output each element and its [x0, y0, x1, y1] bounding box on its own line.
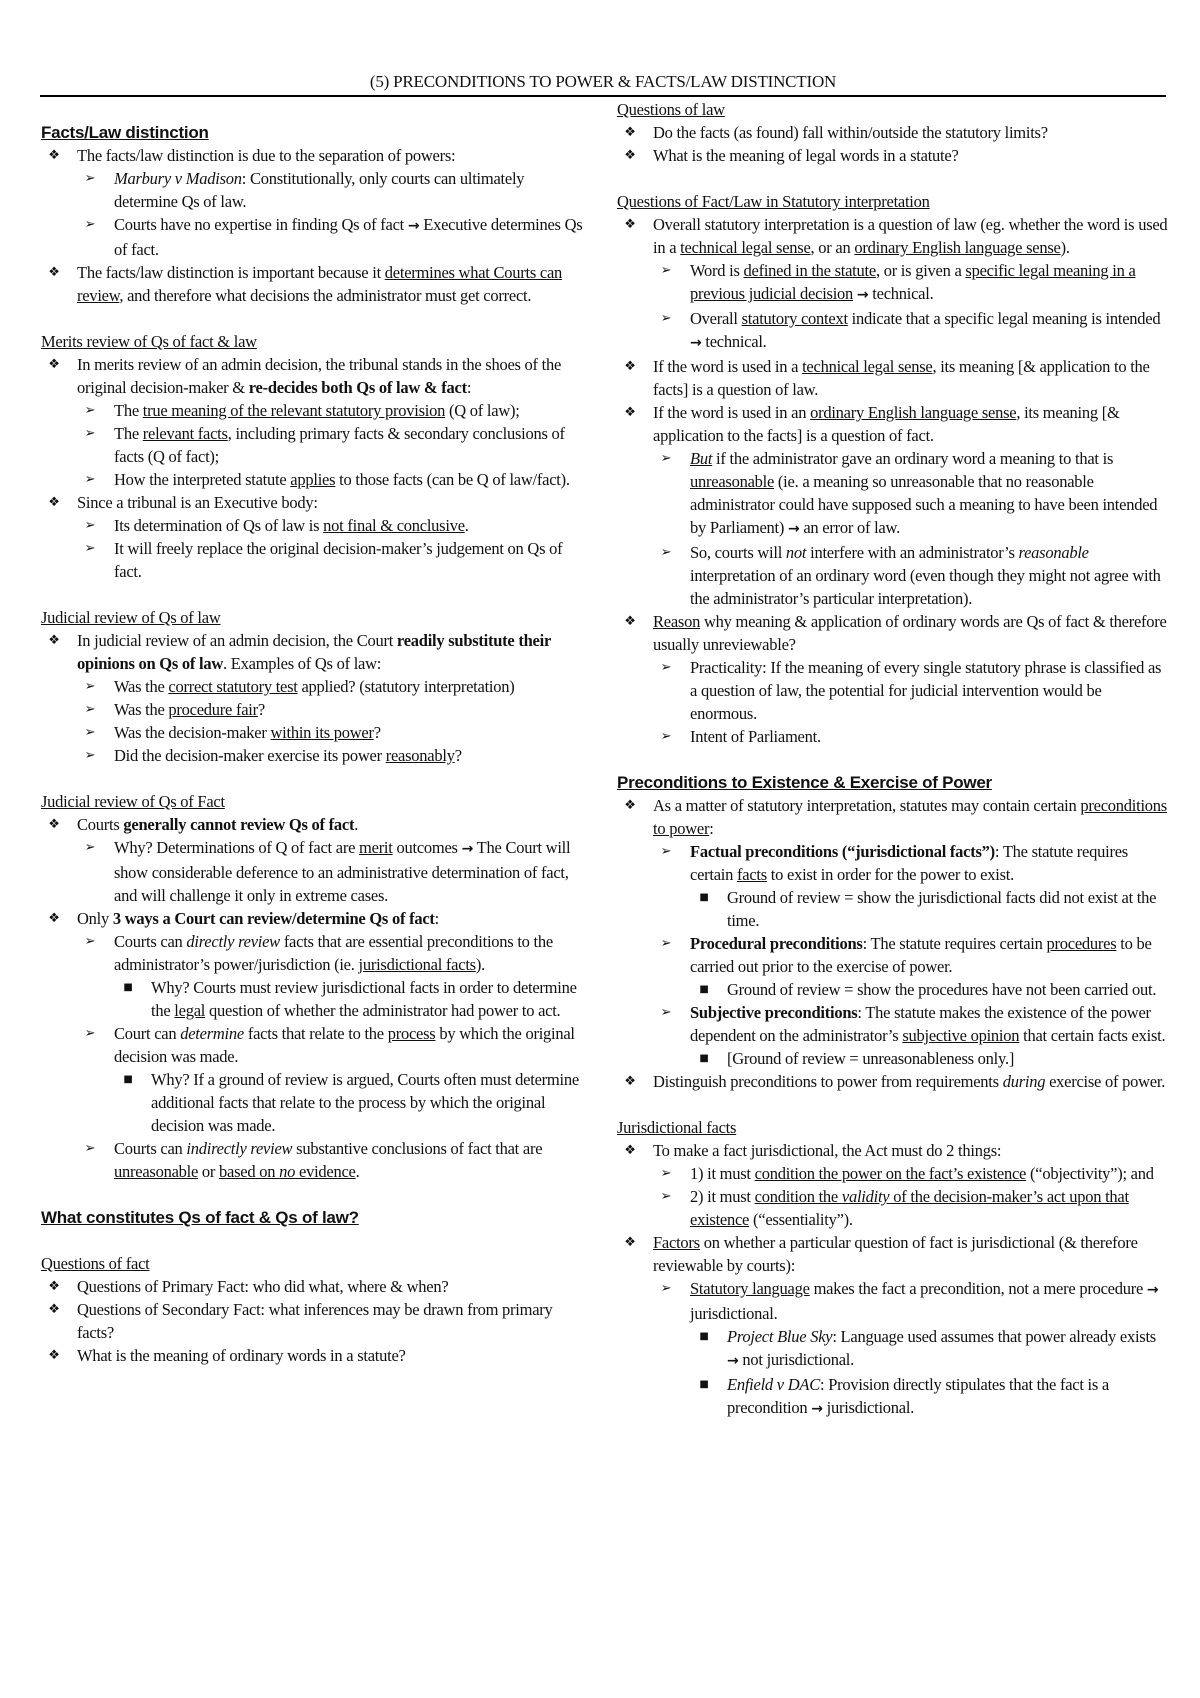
- arrowhead-icon: ➢: [84, 1026, 96, 1041]
- spacer: [617, 748, 1169, 771]
- section-subheading: Questions of fact: [41, 1254, 150, 1273]
- bullet-item: ❖ Distinguish preconditions to power from requirements during exercise of power.: [617, 1070, 1169, 1093]
- four-diamond-icon: ❖: [48, 633, 60, 648]
- right-arrow-icon: →: [856, 287, 869, 303]
- sub-bullet-item: ➢ Courts can directly review facts that are essential preconditions to the administrator’s power/jurisdiction (ie. jurisdictional facts).: [41, 930, 586, 976]
- arrowhead-icon: ➢: [84, 679, 96, 694]
- sub-bullet-item: ➢ Was the decision-maker within its power?: [41, 721, 586, 744]
- square-icon: ■: [699, 1331, 709, 1342]
- section-subheading: Merits review of Qs of fact & law: [41, 332, 257, 351]
- bullet-item: ❖ Since a tribunal is an Executive body:: [41, 491, 586, 514]
- arrowhead-icon: ➢: [84, 702, 96, 717]
- spacer: [41, 583, 586, 606]
- bullet-item: ❖ Overall statutory interpretation is a question of law (eg. whether the word is used in a technical legal sense, or an ordinary English language sense).: [617, 213, 1169, 259]
- bullet-item: ❖ In merits review of an admin decision, the tribunal stands in the shoes of the original decision-maker & re-decides both Qs of law & fact:: [41, 353, 586, 399]
- arrowhead-icon: ➢: [660, 1005, 672, 1020]
- four-diamond-icon: ❖: [624, 614, 636, 629]
- arrowhead-icon: ➢: [84, 171, 96, 186]
- arrowhead-icon: ➢: [84, 725, 96, 740]
- section-heading: What constitutes Qs of fact & Qs of law?: [41, 1208, 359, 1227]
- bullet-item: ❖ To make a fact jurisdictional, the Act must do 2 things:: [617, 1139, 1169, 1162]
- section-heading: Facts/Law distinction: [41, 123, 209, 142]
- arrowhead-icon: ➢: [660, 545, 672, 560]
- arrowhead-icon: ➢: [660, 729, 672, 744]
- bullet-item: ❖ The facts/law distinction is important because it determines what Courts can review, and therefore what decisions the administrator must get correct.: [41, 261, 586, 307]
- arrowhead-icon: ➢: [84, 934, 96, 949]
- bullet-item: ❖ If the word is used in an ordinary English language sense, its meaning [& application to the facts] is a question of fact.: [617, 401, 1169, 447]
- square-icon: ■: [123, 982, 133, 993]
- sub-sub-bullet-item: ■ [Ground of review = unreasonableness only.]: [617, 1047, 1169, 1070]
- four-diamond-icon: ❖: [624, 1235, 636, 1250]
- sub-bullet-item: ➢ Intent of Parliament.: [617, 725, 1169, 748]
- arrowhead-icon: ➢: [660, 1166, 672, 1181]
- sub-bullet-item: ➢ Practicality: If the meaning of every single statutory phrase is classified as a question of law, the potential for judicial intervention would be enormous.: [617, 656, 1169, 725]
- sub-bullet-item: ➢ But if the administrator gave an ordinary word a meaning to that is unreasonable (ie. a meaning so unreasonable that no reasonable administrator could have supposed such a meaning to have been intended by Parliament) → an error of law.: [617, 447, 1169, 541]
- sub-sub-bullet-item: ■ Why? If a ground of review is argued, Courts often must determine additional facts that relate to the process by which the original decision was made.: [41, 1068, 586, 1137]
- right-arrow-icon: →: [787, 521, 800, 537]
- sub-bullet-item: ➢ It will freely replace the original decision-maker’s judgement on Qs of fact.: [41, 537, 586, 583]
- spacer: [41, 1183, 586, 1206]
- spacer: [617, 1093, 1169, 1116]
- four-diamond-icon: ❖: [48, 495, 60, 510]
- square-icon: ■: [123, 1074, 133, 1085]
- four-diamond-icon: ❖: [624, 798, 636, 813]
- four-diamond-icon: ❖: [48, 357, 60, 372]
- arrowhead-icon: ➢: [84, 472, 96, 487]
- bullet-item: ❖ Questions of Primary Fact: who did what, where & when?: [41, 1275, 586, 1298]
- bullet-item: ❖ As a matter of statutory interpretation, statutes may contain certain preconditions to power:: [617, 794, 1169, 840]
- spacer: [41, 307, 586, 330]
- sub-bullet-item: ➢ Courts have no expertise in finding Qs of fact → Executive determines Qs of fact.: [41, 213, 586, 261]
- four-diamond-icon: ❖: [48, 1279, 60, 1294]
- right-arrow-icon: →: [811, 1401, 823, 1417]
- right-arrow-icon: →: [727, 1353, 739, 1369]
- four-diamond-icon: ❖: [48, 817, 60, 832]
- spacer: [41, 767, 586, 790]
- four-diamond-icon: ❖: [624, 217, 636, 232]
- bullet-item: ❖ Courts generally cannot review Qs of fact.: [41, 813, 586, 836]
- sub-bullet-item: ➢ Was the correct statutory test applied? (statutory interpretation): [41, 675, 586, 698]
- left-column: [41, 98, 586, 1367]
- bullet-item: ❖ If the word is used in a technical legal sense, its meaning [& application to the facts] is a question of law.: [617, 355, 1169, 401]
- bullet-item: ❖ What is the meaning of ordinary words in a statute?: [41, 1344, 586, 1367]
- section-heading: Preconditions to Existence & Exercise of Power: [617, 773, 992, 792]
- four-diamond-icon: ❖: [624, 1143, 636, 1158]
- four-diamond-icon: ❖: [48, 265, 60, 280]
- arrowhead-icon: ➢: [660, 1281, 672, 1296]
- arrowhead-icon: ➢: [84, 426, 96, 441]
- sub-sub-bullet-item: ■ Enfield v DAC: Provision directly stipulates that the fact is a precondition → jurisdictional.: [617, 1373, 1169, 1421]
- sub-bullet-item: ➢ Its determination of Qs of law is not final & conclusive.: [41, 514, 586, 537]
- arrowhead-icon: ➢: [660, 263, 672, 278]
- sub-bullet-item: ➢ 1) it must condition the power on the fact’s existence (“objectivity”); and: [617, 1162, 1169, 1185]
- arrowhead-icon: ➢: [660, 451, 672, 466]
- square-icon: ■: [699, 984, 709, 995]
- arrowhead-icon: ➢: [660, 660, 672, 675]
- sub-bullet-item: ➢ Did the decision-maker exercise its power reasonably?: [41, 744, 586, 767]
- arrowhead-icon: ➢: [660, 936, 672, 951]
- bullet-item: ❖ The facts/law distinction is due to the separation of powers:: [41, 144, 586, 167]
- bullet-item: ❖ What is the meaning of legal words in a statute?: [617, 144, 1169, 167]
- arrowhead-icon: ➢: [660, 844, 672, 859]
- arrowhead-icon: ➢: [84, 403, 96, 418]
- four-diamond-icon: ❖: [624, 148, 636, 163]
- right-arrow-icon: →: [1146, 1282, 1159, 1298]
- page-title: (5) PRECONDITIONS TO POWER & FACTS/LAW DISTINCTION: [369, 72, 837, 91]
- sub-bullet-item: ➢ Statutory language makes the fact a precondition, not a mere procedure → jurisdictional.: [617, 1277, 1169, 1325]
- sub-bullet-item: ➢ Procedural preconditions: The statute requires certain procedures to be carried out prior to the exercise of power.: [617, 932, 1169, 978]
- arrowhead-icon: ➢: [84, 840, 96, 855]
- sub-bullet-item: ➢ How the interpreted statute applies to those facts (can be Q of law/fact).: [41, 468, 586, 491]
- sub-bullet-item: ➢ The true meaning of the relevant statutory provision (Q of law);: [41, 399, 586, 422]
- sub-sub-bullet-item: ■ Why? Courts must review jurisdictional facts in order to determine the legal question of whether the administrator had power to act.: [41, 976, 586, 1022]
- sub-sub-bullet-item: ■ Project Blue Sky: Language used assumes that power already exists → not jurisdictional.: [617, 1325, 1169, 1373]
- right-column: [617, 98, 1169, 1421]
- right-arrow-icon: →: [461, 841, 474, 857]
- sub-bullet-item: ➢ 2) it must condition the validity of the decision-maker’s act upon that existence (“essentiality”).: [617, 1185, 1169, 1231]
- title-rule: [40, 95, 1166, 97]
- sub-bullet-item: ➢ Court can determine facts that relate to the process by which the original decision was made.: [41, 1022, 586, 1068]
- sub-bullet-item: ➢ Factual preconditions (“jurisdictional facts”): The statute requires certain facts to exist in order for the power to exist.: [617, 840, 1169, 886]
- arrowhead-icon: ➢: [84, 518, 96, 533]
- sub-sub-bullet-item: ■ Ground of review = show the procedures have not been carried out.: [617, 978, 1169, 1001]
- square-icon: ■: [699, 1053, 709, 1064]
- arrowhead-icon: ➢: [84, 1141, 96, 1156]
- spacer: [617, 167, 1169, 190]
- right-arrow-icon: →: [407, 218, 420, 234]
- spacer: [41, 1229, 586, 1252]
- arrowhead-icon: ➢: [84, 541, 96, 556]
- four-diamond-icon: ❖: [624, 1074, 636, 1089]
- sub-bullet-item: ➢ The relevant facts, including primary facts & secondary conclusions of facts (Q of fact);: [41, 422, 586, 468]
- right-arrow-icon: →: [690, 335, 702, 351]
- section-subheading: Judicial review of Qs of law: [41, 608, 221, 627]
- bullet-item: ❖ Factors on whether a particular question of fact is jurisdictional (& therefore reviewable by courts):: [617, 1231, 1169, 1277]
- section-subheading: Questions of Fact/Law in Statutory interpretation: [617, 192, 930, 211]
- four-diamond-icon: ❖: [624, 359, 636, 374]
- arrowhead-icon: ➢: [660, 1189, 672, 1204]
- sub-bullet-item: ➢ Marbury v Madison: Constitutionally, only courts can ultimately determine Qs of law.: [41, 167, 586, 213]
- sub-bullet-item: ➢ Was the procedure fair?: [41, 698, 586, 721]
- bullet-item: ❖ Only 3 ways a Court can review/determine Qs of fact:: [41, 907, 586, 930]
- sub-bullet-item: ➢ Subjective preconditions: The statute makes the existence of the power dependent on the administrator’s subjective opinion that certain facts exist.: [617, 1001, 1169, 1047]
- arrowhead-icon: ➢: [660, 311, 672, 326]
- section-subheading: Questions of law: [617, 100, 725, 119]
- spacer: [41, 98, 586, 121]
- bullet-item: ❖ In judicial review of an admin decision, the Court readily substitute their opinions on Qs of law. Examples of Qs of law:: [41, 629, 586, 675]
- arrowhead-icon: ➢: [84, 748, 96, 763]
- sub-bullet-item: ➢ Overall statutory context indicate that a specific legal meaning is intended → technical.: [617, 307, 1169, 355]
- bullet-item: ❖ Questions of Secondary Fact: what inferences may be drawn from primary facts?: [41, 1298, 586, 1344]
- sub-bullet-item: ➢ Word is defined in the statute, or is given a specific legal meaning in a previous judicial decision → technical.: [617, 259, 1169, 307]
- sub-bullet-item: ➢ So, courts will not interfere with an administrator’s reasonable interpretation of an ordinary word (even though they might not agree with the administrator’s particular interpretation).: [617, 541, 1169, 610]
- bullet-item: ❖ Do the facts (as found) fall within/outside the statutory limits?: [617, 121, 1169, 144]
- four-diamond-icon: ❖: [48, 911, 60, 926]
- sub-sub-bullet-item: ■ Ground of review = show the jurisdictional facts did not exist at the time.: [617, 886, 1169, 932]
- square-icon: ■: [699, 892, 709, 903]
- sub-bullet-item: ➢ Why? Determinations of Q of fact are merit outcomes → The Court will show considerable deference to an administrative determination of fact, and will challenge it only in extreme cases.: [41, 836, 586, 907]
- four-diamond-icon: ❖: [48, 1348, 60, 1363]
- four-diamond-icon: ❖: [624, 405, 636, 420]
- square-icon: ■: [699, 1379, 709, 1390]
- four-diamond-icon: ❖: [48, 148, 60, 163]
- arrowhead-icon: ➢: [84, 217, 96, 232]
- section-subheading: Judicial review of Qs of Fact: [41, 792, 225, 811]
- four-diamond-icon: ❖: [48, 1302, 60, 1317]
- sub-bullet-item: ➢ Courts can indirectly review substantive conclusions of fact that are unreasonable or based on no evidence.: [41, 1137, 586, 1183]
- four-diamond-icon: ❖: [624, 125, 636, 140]
- section-subheading: Jurisdictional facts: [617, 1118, 737, 1137]
- bullet-item: ❖ Reason why meaning & application of ordinary words are Qs of fact & therefore usually unreviewable?: [617, 610, 1169, 656]
